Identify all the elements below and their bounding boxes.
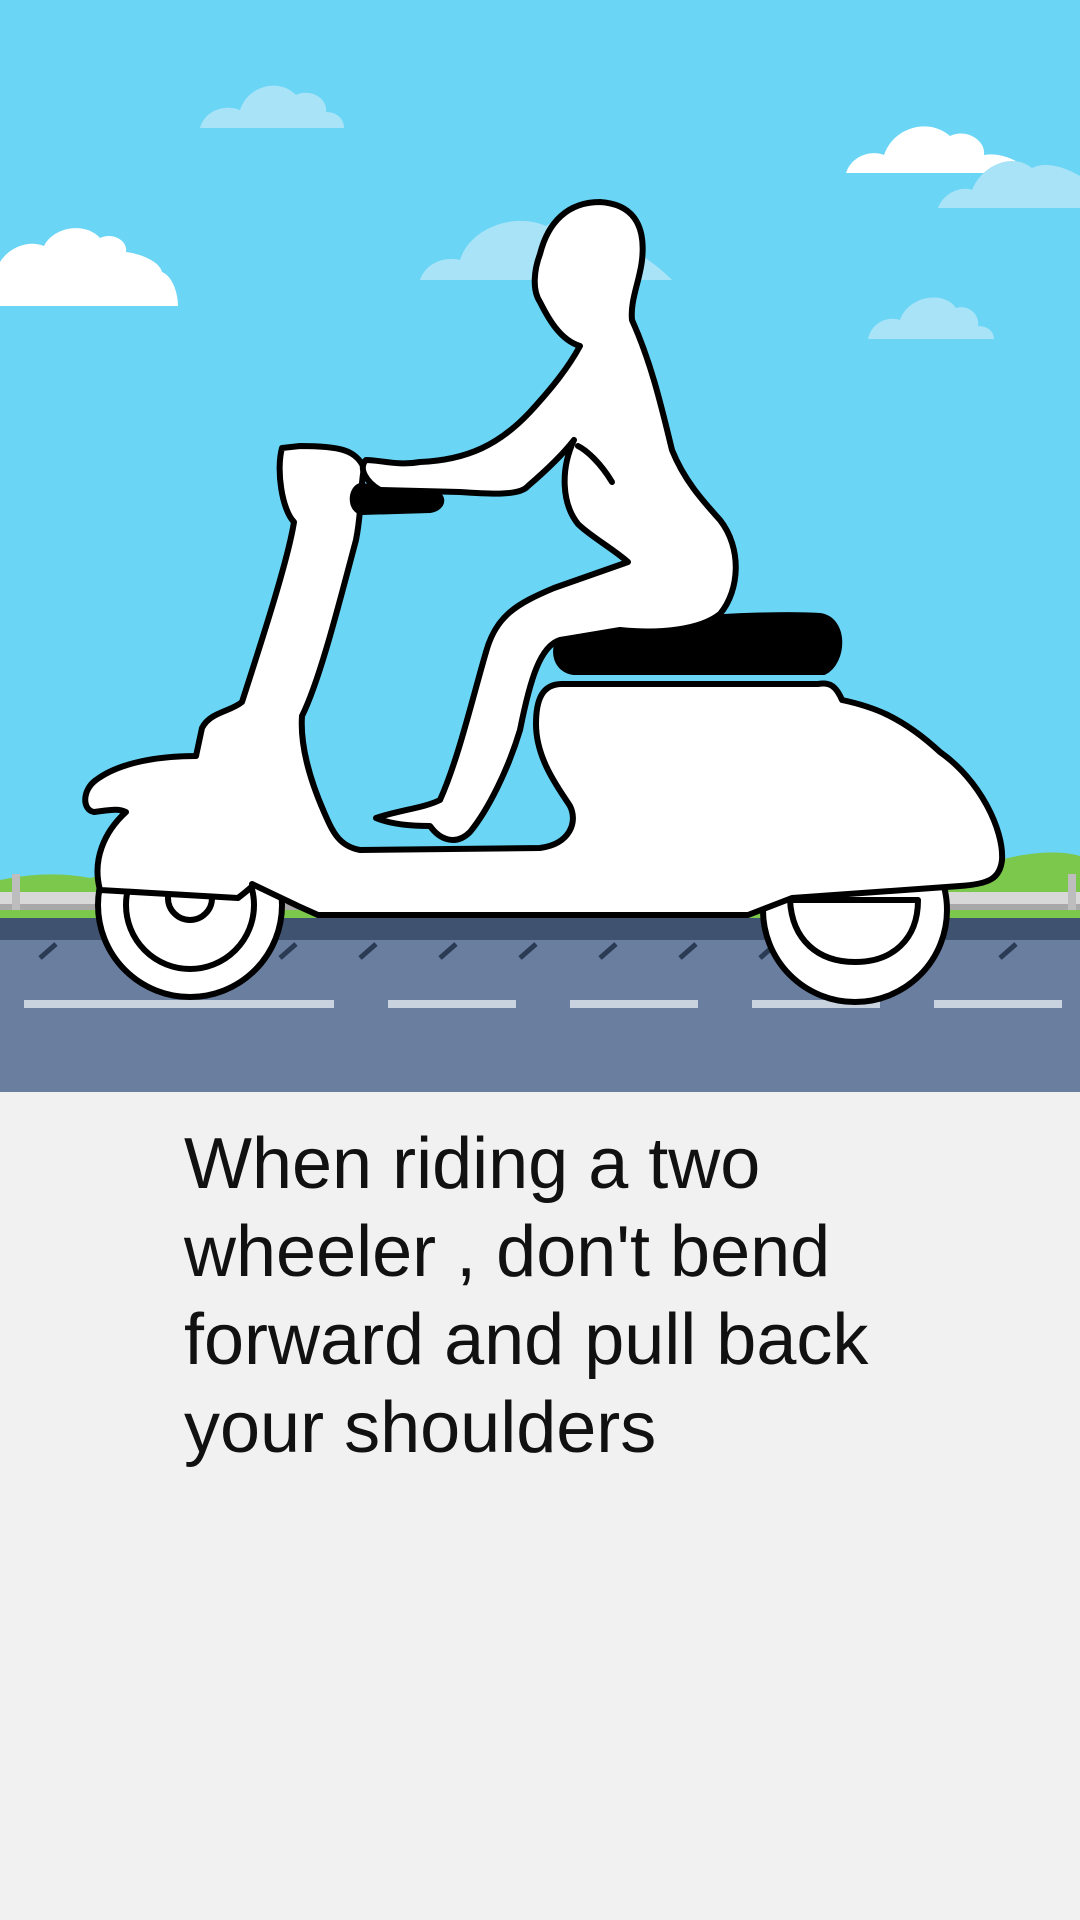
guard-rail-post [1068,874,1076,914]
guard-rail-post [12,874,20,914]
tip-text: When riding a two wheeler , don't bend forward and pull back your shoulders [184,1124,869,1468]
